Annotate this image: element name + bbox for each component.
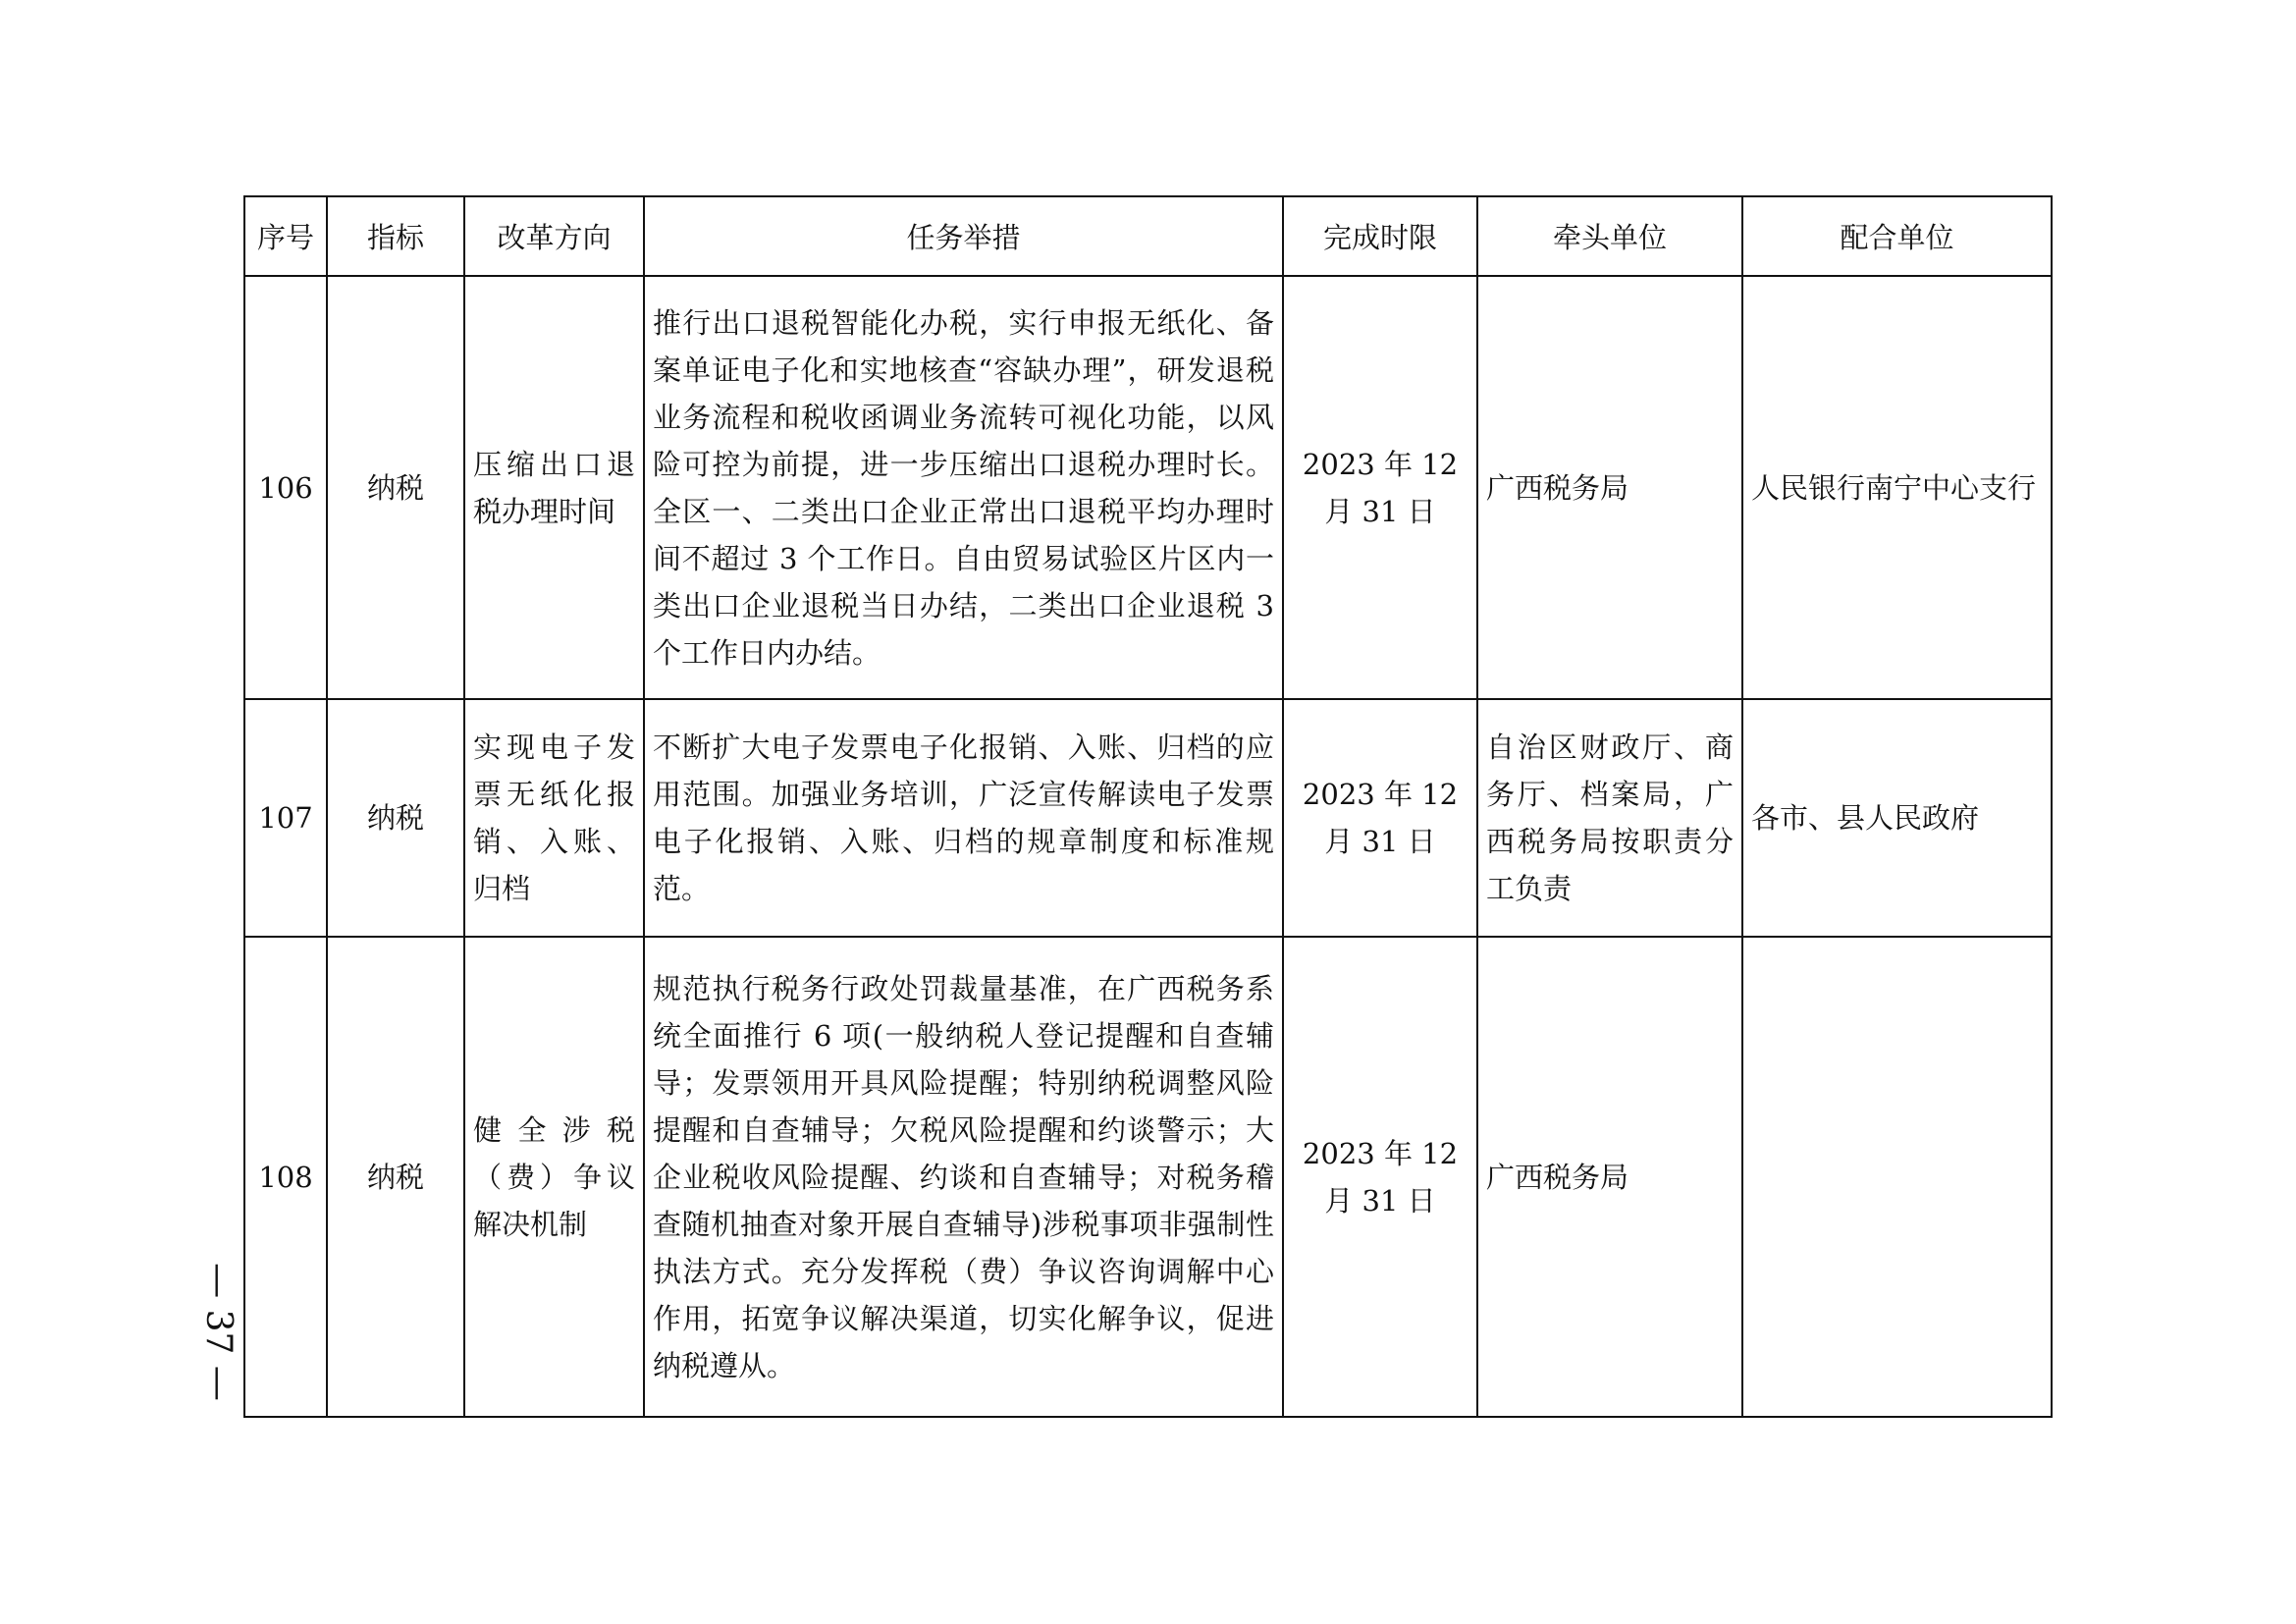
cell-lead-unit: 广西税务局 [1477,937,1742,1417]
header-indicator: 指标 [327,196,464,276]
cell-lead-unit: 广西税务局 [1477,276,1742,699]
cell-deadline: 2023 年 12 月 31 日 [1283,699,1477,937]
cell-deadline: 2023 年 12 月 31 日 [1283,937,1477,1417]
cell-measures: 推行出口退税智能化办税，实行申报无纸化、备案单证电子化和实地核查“容缺办理”，研发退税业务流程和税收函调业务流转可视化功能，以风险可控为前提，进一步压缩出口退税办理时长。全区一、二类出口企业正常出口退税平均办理时间不超过 3 个工作日。自由贸易试验区片区内一类出口企业退税当日办结，二类出口企业退税 3 个工作日内办结。 [644,276,1283,699]
cell-no: 108 [244,937,327,1417]
table-row [244,699,2052,937]
cell-no: 106 [244,276,327,699]
header-deadline: 完成时限 [1283,196,1477,276]
cell-direction: 健全涉税（费）争议解决机制 [464,937,644,1417]
header-direction: 改革方向 [464,196,644,276]
reform-task-table [243,195,2053,1418]
table-row [244,937,2052,1417]
header-measures: 任务举措 [644,196,1283,276]
page-number-text: — 37 — [197,1262,239,1401]
cell-measures: 不断扩大电子发票电子化报销、入账、归档的应用范围。加强业务培训，广泛宣传解读电子发票电子化报销、入账、归档的规章制度和标准规范。 [644,699,1283,937]
page-number [198,1253,238,1410]
cell-direction: 压缩出口退税办理时间 [464,276,644,699]
cell-indicator: 纳税 [327,699,464,937]
cell-indicator: 纳税 [327,937,464,1417]
cell-deadline: 2023 年 12 月 31 日 [1283,276,1477,699]
cell-lead-unit: 自治区财政厅、商务厅、档案局，广西税务局按职责分工负责 [1477,699,1742,937]
cell-cooperating-unit: 各市、县人民政府 [1742,699,2052,937]
cell-cooperating-unit: 人民银行南宁中心支行 [1742,276,2052,699]
header-no: 序号 [244,196,327,276]
cell-no: 107 [244,699,327,937]
table-row [244,276,2052,699]
cell-measures: 规范执行税务行政处罚裁量基准，在广西税务系统全面推行 6 项(一般纳税人登记提醒和自查辅导；发票领用开具风险提醒；特别纳税调整风险提醒和自查辅导；欠税风险提醒和约谈警示；大企业税收风险提醒、约谈和自查辅导；对税务稽查随机抽查对象开展自查辅导)涉税事项非强制性执法方式。充分发挥税（费）争议咨询调解中心作用，拓宽争议解决渠道，切实化解争议，促进纳税遵从。 [644,937,1283,1417]
cell-indicator: 纳税 [327,276,464,699]
cell-direction: 实现电子发票无纸化报销、入账、归档 [464,699,644,937]
table-header-row [244,196,2052,276]
header-lead-unit: 牵头单位 [1477,196,1742,276]
header-cooperating-unit: 配合单位 [1742,196,2052,276]
cell-cooperating-unit [1742,937,2052,1417]
